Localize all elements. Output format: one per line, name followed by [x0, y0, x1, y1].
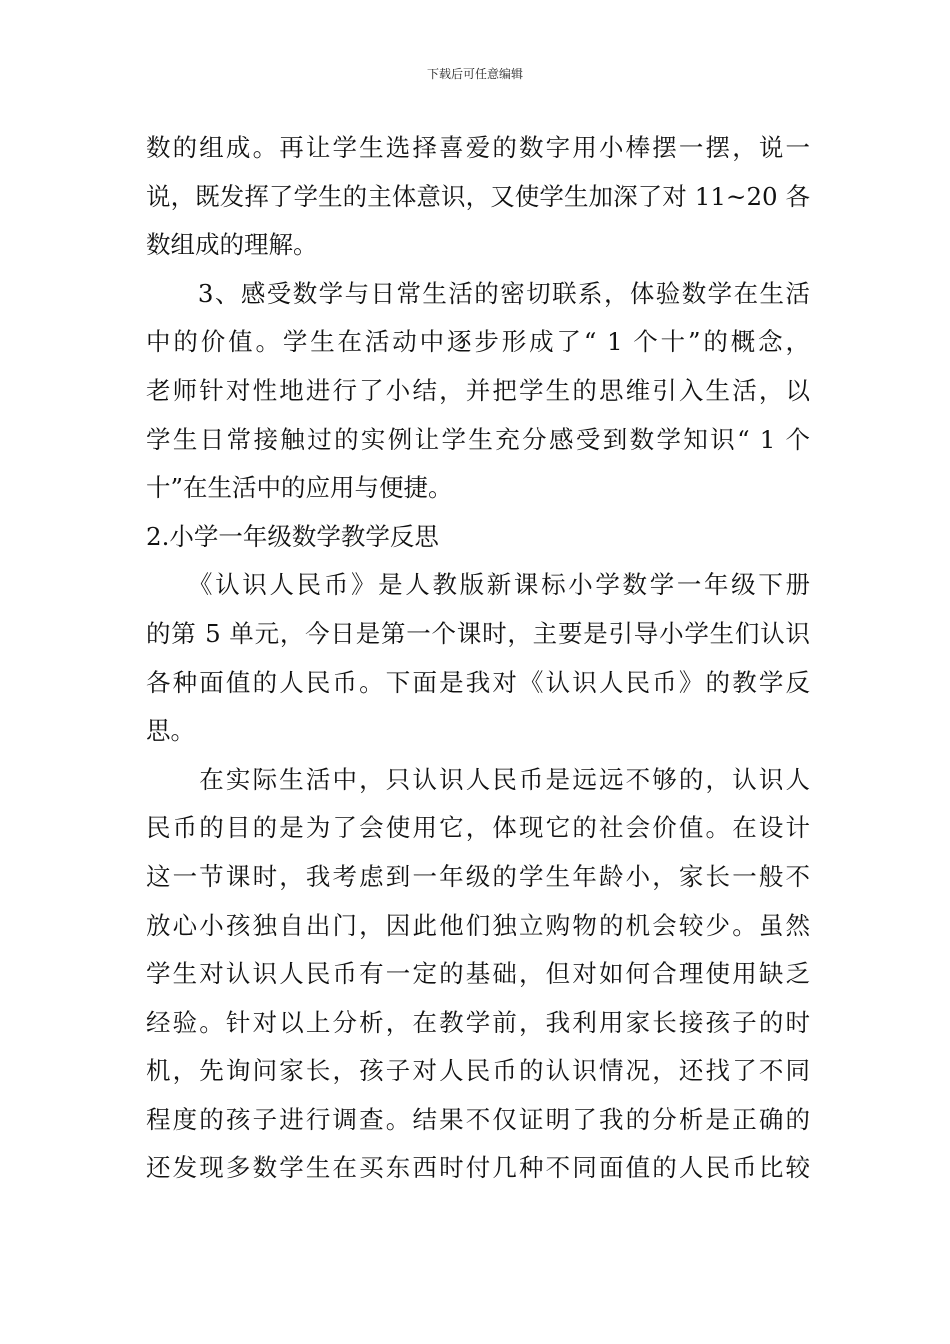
text-line: 十”在生活中的应用与便捷。 — [146, 473, 453, 503]
page-header: 下载后可任意编辑 — [426, 67, 523, 81]
text-line: 的第 5 单元，今日是第一个课时，主要是引导小学生们认识 — [146, 618, 810, 648]
text-line: 老师针对性地进行了小结，并把学生的思维引入生活，以 — [146, 375, 810, 405]
text-line: 经验。针对以上分析，在教学前，我利用家长接孩子的时 — [146, 1007, 810, 1037]
paragraph-start-line: 3、感受数学与日常生活的密切联系，体验数学在生活 — [146, 278, 810, 308]
text-line: 民币的目的是为了会使用它，体现它的社会价值。在设计 — [146, 813, 810, 843]
text-line: 各种面值的人民币。下面是我对《认识人民币》的教学反 — [146, 667, 810, 697]
text-line: 数的组成。再让学生选择喜爱的数字用小棒摆一摆，说一 — [146, 133, 810, 162]
paragraph-start-line: 《认识人民币》是人教版新课标小学数学一年级下册 — [146, 570, 810, 600]
text-line: 学生对认识人民币有一定的基础，但对如何合理使用缺乏 — [146, 959, 810, 989]
text-line: 机，先询问家长，孩子对人民币的认识情况，还找了不同 — [146, 1056, 810, 1086]
paragraph-start-line: 在实际生活中，只认识人民币是远远不够的，认识人 — [146, 764, 810, 794]
text-line: 思。 — [146, 716, 195, 746]
text-line: 学生日常接触过的实例让学生充分感受到数学知识“ 1 个 — [146, 424, 810, 454]
text-line: 放心小孩独自出门，因此他们独立购物的机会较少。虽然 — [146, 910, 810, 940]
text-line: 说，既发挥了学生的主体意识，又使学生加深了对 11~20 各 — [146, 181, 810, 211]
text-line: 中的价值。学生在活动中逐步形成了“ 1 个十”的概念， — [146, 327, 810, 357]
section-heading: 2.小学一年级数学教学反思 — [146, 521, 439, 551]
text-line: 程度的孩子进行调查。结果不仅证明了我的分析是正确的 — [146, 1104, 810, 1134]
document-body — [146, 124, 810, 1193]
text-line: 数组成的理解。 — [146, 230, 318, 260]
text-line: 还发现多数学生在买东西时付几种不同面值的人民币比较 — [146, 1153, 810, 1183]
text-line: 这一节课时，我考虑到一年级的学生年龄小，家长一般不 — [146, 861, 810, 891]
